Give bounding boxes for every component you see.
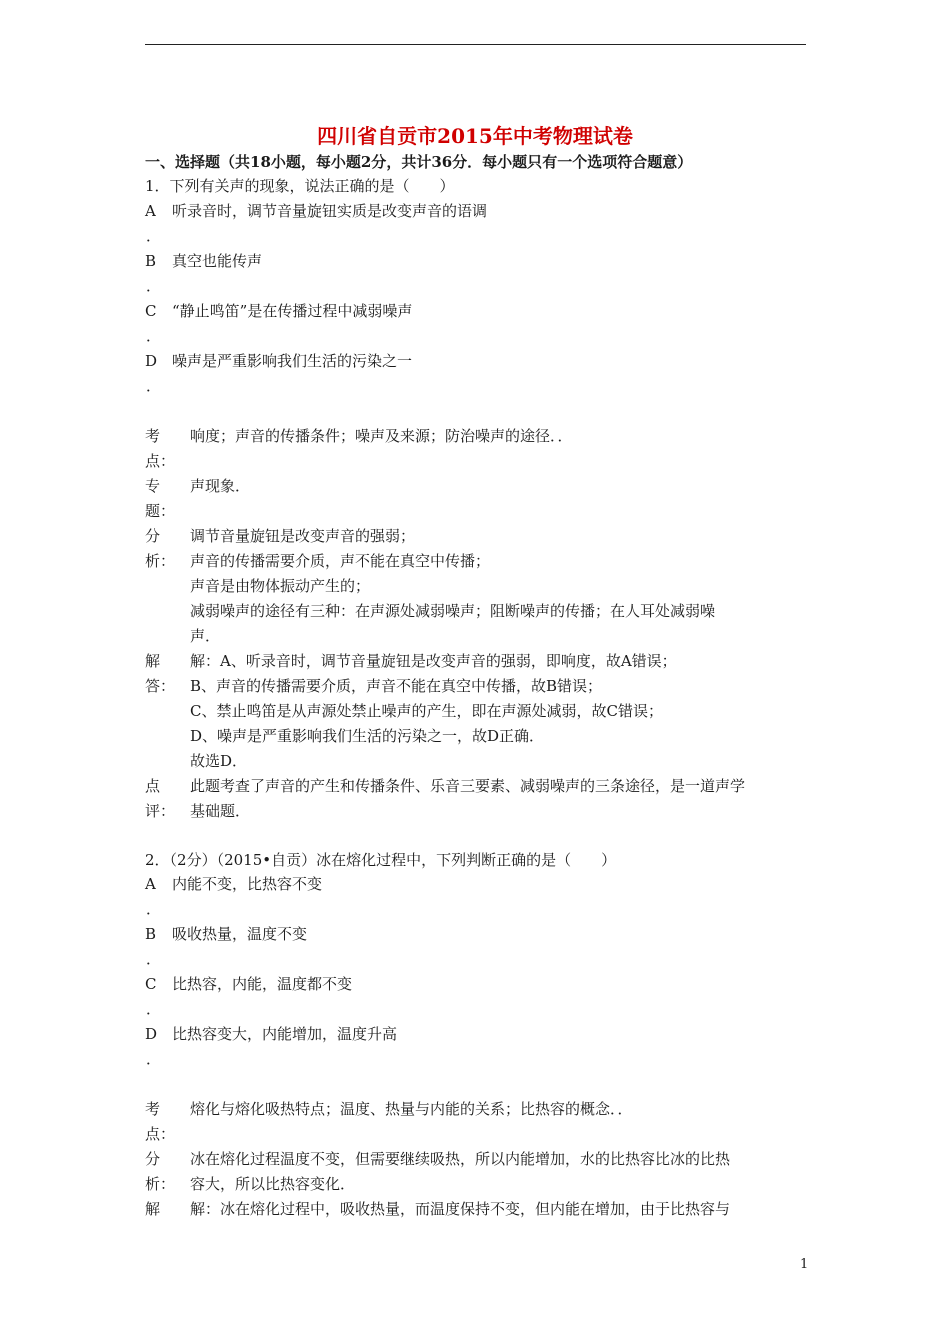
q2-option-b-text: 吸收热量，温度不变 (172, 925, 308, 943)
q1-option-c-text: “静止鸣笛”是在传播过程中减弱噪声 (172, 302, 413, 320)
q1-option-a-dot: ． (146, 227, 162, 245)
q1-fenxi-line: 调节音量旋钮是改变声音的强弱； (190, 527, 416, 545)
q2-jieda-line: 解：冰在熔化过程中，吸收热量，而温度保持不变，但内能在增加，由于比热容与 (190, 1200, 731, 1218)
q1-jieda-line: 解：A、听录音时，调节音量旋钮是改变声音的强弱，即响度，故A错误； (190, 652, 677, 670)
q2-option-a-letter: A (145, 875, 156, 893)
question-1-stem: 1．下列有关声的现象，说法正确的是（ ） (145, 177, 455, 195)
q2-option-d-letter: D (145, 1025, 158, 1043)
q1-fenxi-line: 声音是由物体振动产生的； (190, 577, 371, 595)
q2-option-d-text: 比热容变大，内能增加，温度升高 (172, 1025, 398, 1043)
q1-dianping-label-1: 点 (145, 777, 161, 795)
q1-kaodian-text: 响度；声音的传播条件；噪声及来源；防治噪声的途径．． (190, 427, 573, 445)
question-2-stem: 2．（2分）（2015•自贡）冰在熔化过程中，下列判断正确的是（ ） (145, 851, 617, 869)
q1-jieda-line: C、禁止鸣笛是从声源处禁止噪声的产生，即在声源处减弱，故C错误； (190, 702, 663, 720)
q2-fenxi-line: 冰在熔化过程温度不变，但需要继续吸热，所以内能增加，水的比热容比冰的比热 (190, 1150, 731, 1168)
q1-dianping-line: 此题考查了声音的产生和传播条件、乐音三要素、减弱噪声的三条途径，是一道声学 (190, 777, 746, 795)
q2-fenxi-line: 容大，所以比热容变化． (190, 1175, 356, 1193)
section-header: 一、选择题（共18小题，每小题2分，共计36分．每小题只有一个选项符合题意） (145, 153, 693, 171)
q1-jieda-label-1: 解 (145, 652, 161, 670)
q2-kaodian-label-1: 考 (145, 1100, 161, 1118)
header-rule (145, 44, 806, 45)
q1-option-b-letter: B (145, 252, 157, 270)
q2-option-b-dot: ． (146, 950, 162, 968)
q2-fenxi-label-1: 分 (145, 1150, 161, 1168)
q1-option-d-dot: ． (146, 377, 162, 395)
q1-jieda-label-2: 答： (145, 677, 176, 695)
q1-zhuanti-text: 声现象． (190, 477, 251, 495)
q1-fenxi-line: 减弱噪声的途径有三种：在声源处减弱噪声；阻断噪声的传播；在人耳处减弱噪 (190, 602, 716, 620)
q2-option-c-text: 比热容，内能，温度都不变 (172, 975, 353, 993)
document-title: 四川省自贡市2015年中考物理试卷 (317, 124, 633, 148)
q1-option-c-letter: C (145, 302, 157, 320)
q2-kaodian-label-2: 点： (145, 1125, 176, 1143)
q1-option-b-dot: ． (146, 277, 162, 295)
q1-dianping-label-2: 评： (145, 802, 176, 820)
q1-option-d-text: 噪声是严重影响我们生活的污染之一 (172, 352, 413, 370)
q1-option-a-text: 听录音时，调节音量旋钮实质是改变声音的语调 (172, 202, 488, 220)
q1-dianping-line: 基础题． (190, 802, 251, 820)
q2-option-d-dot: ． (146, 1050, 162, 1068)
q1-option-c-dot: ． (146, 327, 162, 345)
q1-jieda-line: 故选D． (190, 752, 248, 770)
q1-fenxi-line: 声． (190, 627, 221, 645)
q1-option-b-text: 真空也能传声 (172, 252, 263, 270)
q2-option-a-dot: ． (146, 900, 162, 918)
q1-jieda-line: B、声音的传播需要介质，声音不能在真空中传播，故B错误； (190, 677, 603, 695)
q1-kaodian-label-1: 考 (145, 427, 161, 445)
q2-kaodian-text: 熔化与熔化吸热特点；温度、热量与内能的关系；比热容的概念．． (190, 1100, 633, 1118)
q2-option-a-text: 内能不变，比热容不变 (172, 875, 323, 893)
q1-jieda-line: D、噪声是严重影响我们生活的污染之一，故D正确． (190, 727, 545, 745)
q1-option-a-letter: A (145, 202, 156, 220)
q1-fenxi-label-1: 分 (145, 527, 161, 545)
q2-option-b-letter: B (145, 925, 157, 943)
q1-option-d-letter: D (145, 352, 158, 370)
q1-kaodian-label-2: 点： (145, 452, 176, 470)
q1-zhuanti-label-1: 专 (145, 477, 161, 495)
q1-fenxi-label-2: 析： (145, 552, 176, 570)
q2-option-c-dot: ． (146, 1000, 162, 1018)
q1-fenxi-line: 声音的传播需要介质，声不能在真空中传播； (190, 552, 491, 570)
q1-zhuanti-label-2: 题： (145, 502, 176, 520)
q2-jieda-label-1: 解 (145, 1200, 161, 1218)
q2-fenxi-label-2: 析： (145, 1175, 176, 1193)
q2-option-c-letter: C (145, 975, 157, 993)
page-number: 1 (800, 1257, 809, 1272)
